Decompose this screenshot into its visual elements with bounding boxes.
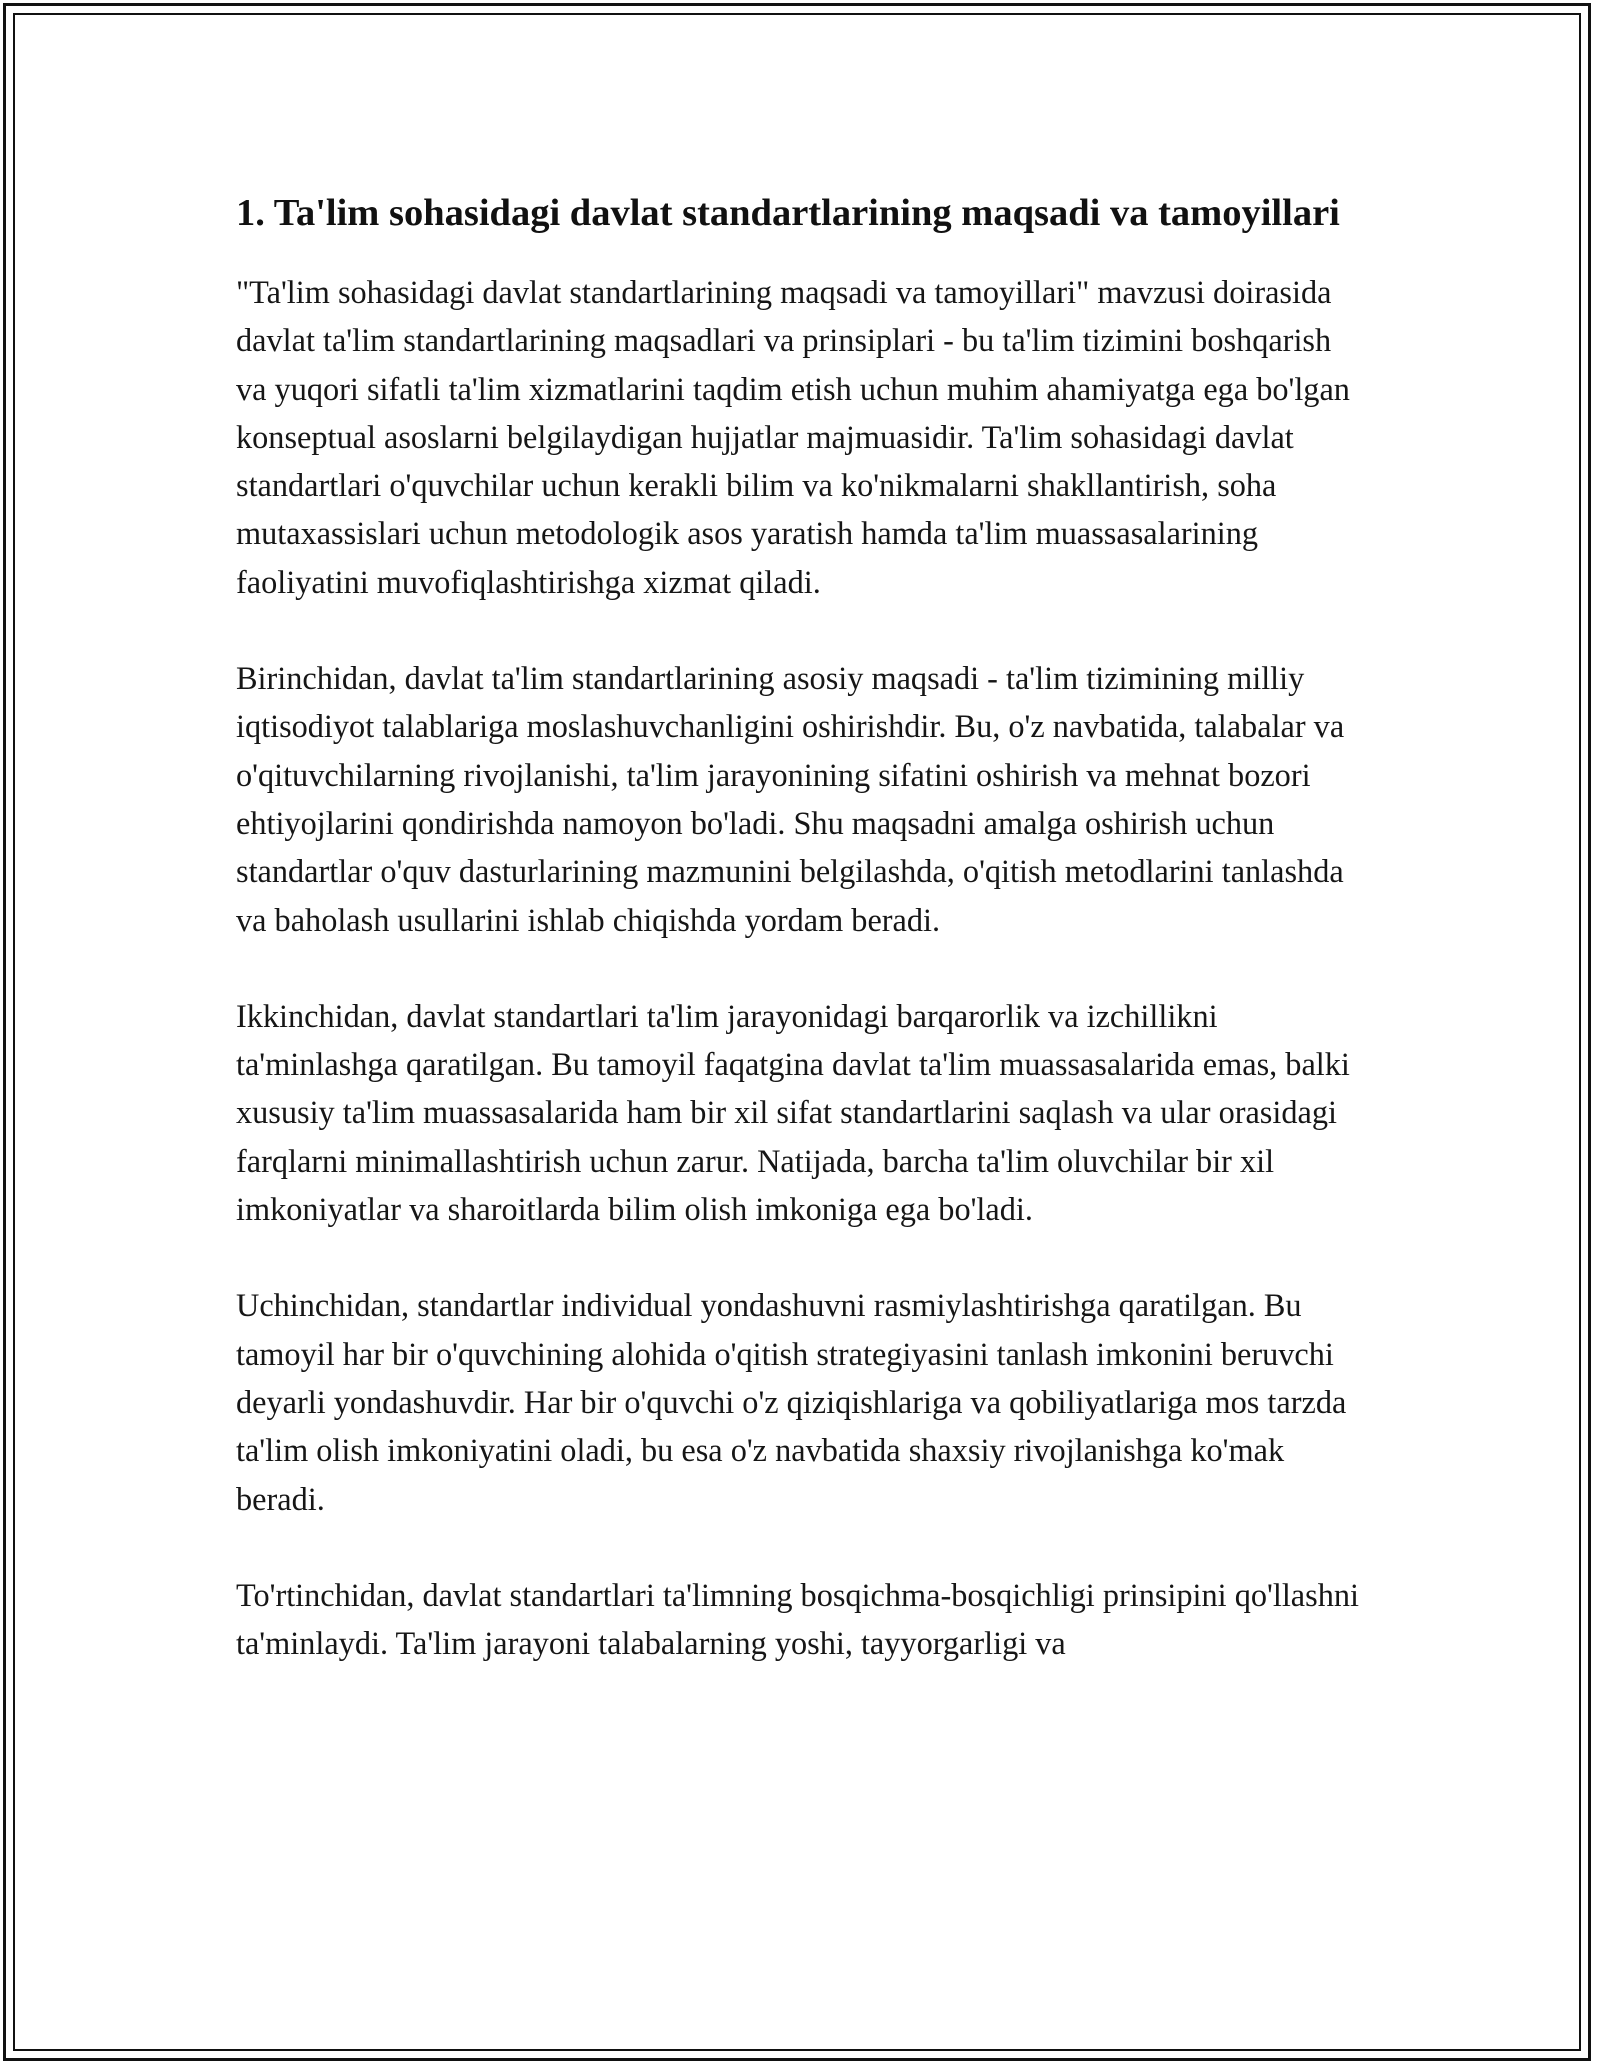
paragraph-first-principle: Birinchidan, davlat ta'lim standartlarining asosiy maqsadi - ta'lim tizimining milliy iqtisodiyot talablariga moslashuvchanligini oshirishdir. Bu, o'z navbatida, talabalar va o'qituvchilarning rivojlanishi, ta'lim jarayonining sifatini oshirish va mehnat bozori ehtiyojlarini qondirishda namoyon bo'ladi. Shu maqsadni amalga oshirish uchun standartlar o'quv dasturlarining mazmunini belgilashda, o'qitish metodlarini tanlashda va baholash usullarini ishlab chiqishda yordam beradi. (236, 660, 1345, 938)
paragraph-intro: "Ta'lim sohasidagi davlat standartlarining maqsadi va tamoyillari" mavzusi doirasida davlat ta'lim standartlarining maqsadlari va prinsiplari - bu ta'lim tizimini boshqarish va yuqori sifatli ta'lim xizmatlarini taqdim etish uchun muhim ahamiyatga ega bo'lgan konseptual asoslarni belgilaydigan hujjatlar majmuasidir. Ta'lim sohasidagi davlat standartlari o'quvchilar uchun kerakli bilim va ko'nikmalarni shakllantirish, soha mutaxassislari uchun metodologik asos yaratish hamda ta'lim muassasalarining faoliyatini muvofiqlashtirishga xizmat qiladi. (236, 274, 1350, 600)
paragraph-fourth-principle: To'rtinchidan, davlat standartlari ta'limning bosqichma-bosqichligi prinsipini qo'llashni ta'minlaydi. Ta'lim jarayoni talabalarning yoshi, tayyorgarligi va (236, 1576, 1359, 1662)
paragraph-third-principle: Uchinchidan, standartlar individual yondashuvni rasmiylashtirishga qaratilgan. Bu tamoyil har bir o'quvchining alohida o'qitish strategiyasini tanlash imkonini beruvchi deyarli yondashuvdir. Har bir o'quvchi o'z qiziqishlariga va qobiliyatlariga mos tarzda ta'lim olish imkoniyatini oladi, bu esa o'z navbatida shaxsiy rivojlanishga ko'mak beradi. (236, 1287, 1347, 1517)
section-heading: 1. Ta'lim sohasidagi davlat standartlarining maqsadi va tamoyillari (236, 192, 1340, 234)
document-body (236, 186, 1366, 1715)
paragraph-second-principle: Ikkinchidan, davlat standartlari ta'lim jarayonidagi barqarorlik va izchillikni ta'minlashga qaratilgan. Bu tamoyil faqatgina davlat ta'lim muassasalarida emas, balki xususiy ta'lim muassasalarida ham bir xil sifat standartlarini saqlash va ular orasidagi farqlarni minimallashtirish uchun zarur. Natijada, barcha ta'lim oluvchilar bir xil imkoniyatlar va sharoitlarda bilim olish imkoniga ega bo'ladi. (236, 997, 1350, 1228)
